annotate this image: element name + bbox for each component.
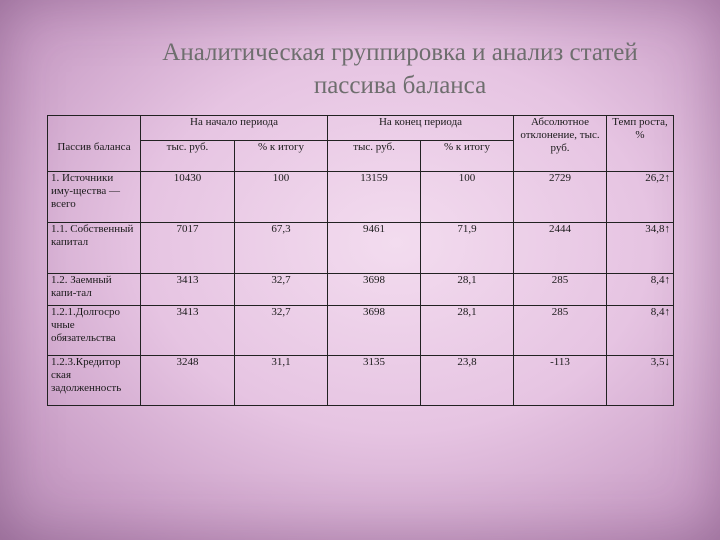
cell-start-abs: 10430 — [141, 172, 235, 223]
subheader-percent-end: % к итогу — [421, 141, 514, 172]
subheader-percent-start: % к итогу — [235, 141, 328, 172]
cell-start-pct: 67,3 — [235, 223, 328, 274]
cell-end-abs: 3135 — [328, 356, 421, 406]
cell-growth: 8,4↑ — [607, 306, 674, 356]
cell-start-pct: 100 — [235, 172, 328, 223]
cell-start-pct: 32,7 — [235, 274, 328, 306]
cell-deviation: 2444 — [514, 223, 607, 274]
cell-end-pct: 28,1 — [421, 306, 514, 356]
header-start-period: На начало периода — [141, 116, 328, 141]
row-label: 1.1. Собственный капитал — [48, 223, 141, 274]
cell-start-abs: 7017 — [141, 223, 235, 274]
cell-end-abs: 9461 — [328, 223, 421, 274]
header-growth-rate: Темп роста, % — [607, 116, 674, 172]
cell-growth: 3,5↓ — [607, 356, 674, 406]
row-label: 1. Источники иму-щества — всего — [48, 172, 141, 223]
cell-deviation: 285 — [514, 306, 607, 356]
cell-end-pct: 100 — [421, 172, 514, 223]
header-end-period: На конец периода — [328, 116, 514, 141]
cell-start-pct: 32,7 — [235, 306, 328, 356]
cell-growth: 34,8↑ — [607, 223, 674, 274]
cell-growth: 8,4↑ — [607, 274, 674, 306]
cell-deviation: -113 — [514, 356, 607, 406]
row-label: 1.2. Заемный капи-тал — [48, 274, 141, 306]
table-row — [48, 274, 674, 306]
table-row — [48, 172, 674, 223]
subheader-thousands-start: тыс. руб. — [141, 141, 235, 172]
header-abs-deviation: Абсолютное отклонение, тыс. руб. — [514, 116, 607, 172]
page-title — [120, 36, 680, 102]
cell-growth: 26,2↑ — [607, 172, 674, 223]
table-row — [48, 306, 674, 356]
subheader-thousands-end: тыс. руб. — [328, 141, 421, 172]
table-row — [48, 223, 674, 274]
cell-deviation: 2729 — [514, 172, 607, 223]
row-label: 1.2.3.Кредитор ская задолженность — [48, 356, 141, 406]
cell-end-pct: 28,1 — [421, 274, 514, 306]
cell-start-abs: 3248 — [141, 356, 235, 406]
balance-table — [47, 115, 674, 406]
cell-end-pct: 71,9 — [421, 223, 514, 274]
title-line-2: пассива баланса — [313, 72, 487, 99]
cell-end-abs: 13159 — [328, 172, 421, 223]
cell-start-abs: 3413 — [141, 274, 235, 306]
cell-start-abs: 3413 — [141, 306, 235, 356]
header-liabilities: Пассив баланса — [48, 116, 141, 172]
title-line-1: Аналитическая группировка и анализ статей — [162, 39, 638, 66]
table-row — [48, 356, 674, 406]
row-label: 1.2.1.Долгосро чные обязательства — [48, 306, 141, 356]
cell-deviation: 285 — [514, 274, 607, 306]
cell-start-pct: 31,1 — [235, 356, 328, 406]
cell-end-abs: 3698 — [328, 306, 421, 356]
table-header-row — [48, 116, 674, 141]
cell-end-abs: 3698 — [328, 274, 421, 306]
cell-end-pct: 23,8 — [421, 356, 514, 406]
